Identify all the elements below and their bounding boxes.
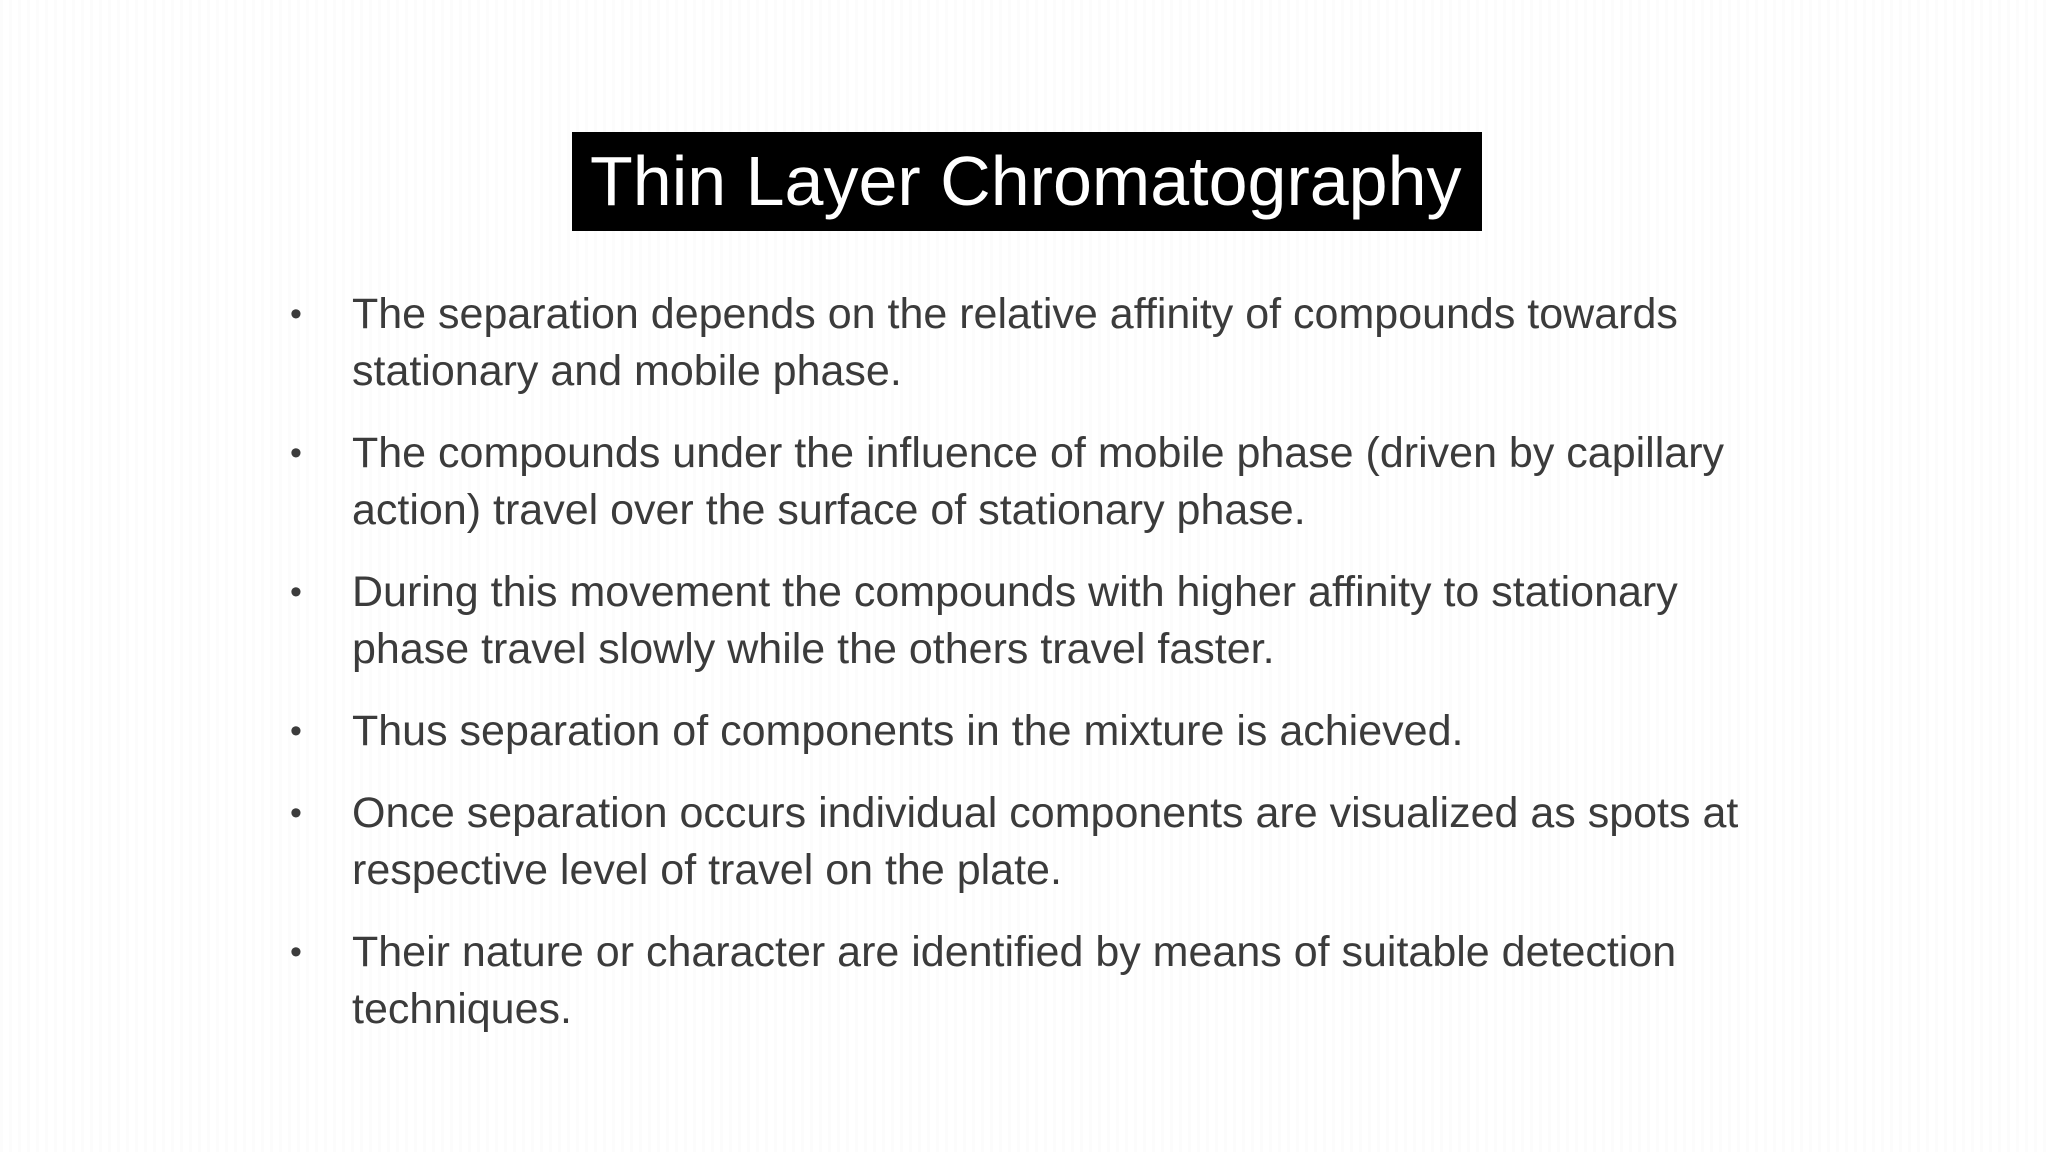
bullet-icon: •	[290, 794, 302, 832]
bullet-icon: •	[290, 573, 302, 611]
bullet-icon: •	[290, 295, 302, 333]
bullet-text: Once separation occurs individual components are visualized as spots at respective level of travel on the plate.	[352, 789, 1739, 894]
bullet-item	[290, 425, 1750, 539]
bullet-text: The separation depends on the relative affinity of compounds towards stationary and mobile phase.	[352, 290, 1678, 395]
bullet-item	[290, 703, 1750, 760]
bullet-list	[290, 286, 1750, 1063]
bullet-icon: •	[290, 712, 302, 750]
bullet-item	[290, 924, 1750, 1038]
slide-title: Thin Layer Chromatography	[590, 142, 1462, 220]
bullet-text: Thus separation of components in the mixture is achieved.	[352, 707, 1464, 755]
bullet-icon: •	[290, 933, 302, 971]
bullet-item	[290, 785, 1750, 899]
bullet-text: Their nature or character are identified by means of suitable detection techniques.	[352, 928, 1677, 1033]
bullet-item	[290, 286, 1750, 400]
bullet-text: The compounds under the influence of mobile phase (driven by capillary action) travel over the surface of stationary phase.	[352, 429, 1725, 534]
title-banner	[572, 132, 1482, 231]
bullet-icon: •	[290, 434, 302, 472]
bullet-item	[290, 564, 1750, 678]
bullet-text: During this movement the compounds with higher affinity to stationary phase travel slowly while the others travel faster.	[352, 568, 1678, 673]
